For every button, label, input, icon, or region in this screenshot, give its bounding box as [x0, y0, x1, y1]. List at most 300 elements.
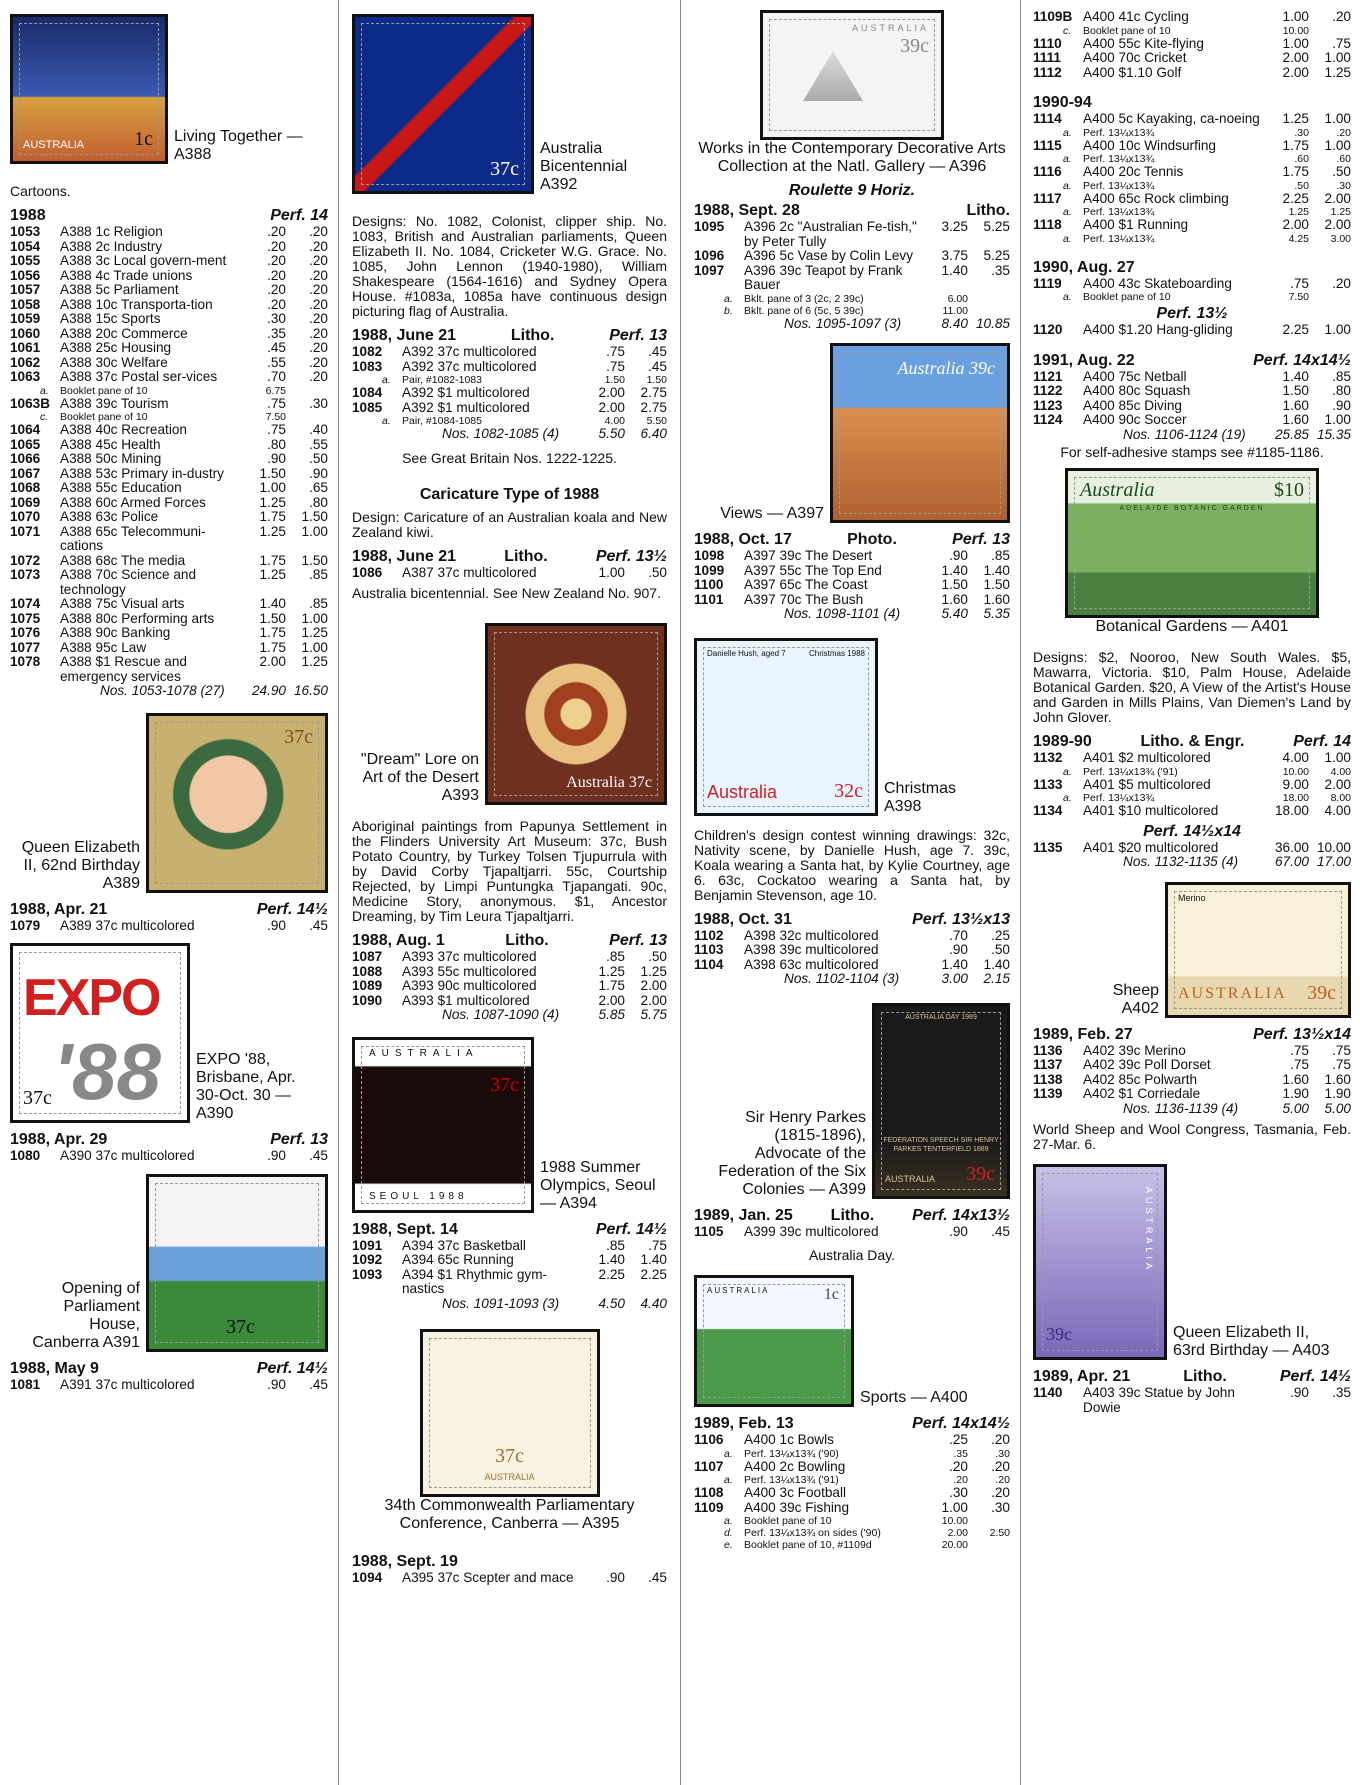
catalog-number: 1089: [352, 978, 383, 993]
description: Designs: $2, Nooroo, New South Wales. $5, Mawarra, Victoria. $10, Palm House, Adelaide Botanical Garden. $20, A View of the Artist's House and Garden in Mills Plains, Van Diemen's Land by John Glover.: [1033, 649, 1351, 725]
listing-row: [694, 1501, 1010, 1516]
listing-row: [10, 496, 328, 511]
price-used: .30: [1336, 179, 1351, 192]
price-unused: .45: [267, 340, 286, 355]
catalog-number: 1074: [10, 596, 41, 611]
listing-row: [694, 1486, 1010, 1501]
description: A400 65c Rock climbing: [1083, 190, 1229, 206]
perforation: Perf. 14x13½: [912, 1206, 1010, 1224]
figure-queen-63: [1033, 1164, 1351, 1360]
price-unused: 2.00: [1282, 217, 1309, 232]
figure-bicentennial: [352, 14, 667, 194]
description: A392 37c multicolored: [402, 358, 537, 374]
price-used: 2.15: [983, 971, 1010, 986]
listing-row: [694, 1460, 1010, 1475]
catalog-number: a.: [724, 292, 733, 305]
catalog-number: 1063: [10, 369, 41, 384]
price-used: 2.00: [1324, 217, 1351, 232]
price-unused: .20: [949, 1458, 968, 1474]
catalog-number: 1071: [10, 523, 41, 539]
price-used: .75: [648, 1237, 667, 1253]
description: A391 37c multicolored: [60, 1376, 195, 1392]
price-used: 1.40: [983, 956, 1010, 972]
description: A388 60c Armed Forces: [60, 494, 206, 510]
price-unused: 3.25: [941, 219, 968, 234]
catalog-number: 1118: [1033, 217, 1062, 232]
catalog-number: 1098: [694, 548, 725, 563]
catalog-number: 1138: [1033, 1071, 1063, 1087]
figure-caption: EXPO '88, Brisbane, Apr. 30-Oct. 30 — A390: [196, 1051, 296, 1122]
description: World Sheep and Wool Congress, Tasmania, Feb. 27-Mar. 6.: [1033, 1121, 1351, 1152]
catalog-number: 1090: [352, 992, 383, 1008]
listing-row: [1033, 10, 1351, 25]
perforation: Perf. 14x14½: [1253, 351, 1351, 369]
listing-table: [10, 225, 328, 385]
stamp-value: 37c: [23, 1087, 52, 1109]
listing-row: [1033, 323, 1351, 338]
stamp-image: [694, 1275, 854, 1407]
catalog-number: 1124: [1033, 412, 1063, 427]
issue-date: 1988, May 9: [10, 1359, 99, 1377]
column-3: [694, 10, 1010, 1782]
stamp-value: 37c: [490, 1073, 519, 1096]
price-unused: .20: [267, 267, 286, 283]
price-used: 4.00: [1330, 765, 1351, 778]
total-row: [352, 1297, 667, 1312]
description: Perf. 13¼x13¾ on sides ('90): [744, 1527, 881, 1539]
price-used: 1.25: [1330, 206, 1351, 218]
price-used: 1.25: [301, 654, 328, 669]
description: A400 39c Fishing: [744, 1499, 850, 1515]
stamp-value: 39c: [966, 1162, 995, 1185]
price-used: 5.25: [983, 248, 1010, 263]
price-unused: .90: [949, 548, 968, 563]
listing-row: [352, 994, 667, 1009]
listing-row: [10, 452, 328, 467]
catalog-number: 1061: [10, 340, 41, 355]
stamp-country: AUSTRALIA: [851, 23, 929, 33]
sub-listing-row: [1033, 291, 1351, 303]
stamp-artist: Danielle Hush, aged 7: [707, 648, 786, 658]
price-used: 1.00: [1324, 750, 1351, 765]
sub-listing-row: [1033, 180, 1351, 192]
description: Booklet pane of 10: [60, 384, 148, 397]
catalog-number: 1109: [694, 1499, 724, 1515]
price-used: 2.25: [640, 1266, 667, 1282]
catalog-number: 1103: [694, 942, 724, 957]
price-unused: 1.25: [259, 567, 286, 582]
issue-header: [694, 1415, 1010, 1433]
printing-method: Litho.: [1183, 1368, 1227, 1385]
figure-expo: [10, 943, 328, 1123]
note: Australia Day.: [808, 1247, 896, 1263]
perforation: Perf. 14½: [1279, 1368, 1351, 1385]
issue-header: [1033, 259, 1351, 277]
catalog-number: 1086: [352, 564, 383, 580]
description: A400 $1 Running: [1083, 217, 1189, 232]
price-unused: 1.00: [259, 480, 286, 495]
listing-row: [1033, 399, 1351, 414]
listing-row: [10, 298, 328, 313]
catalog-number: 1133: [1033, 776, 1063, 792]
issue-date: 1988, Apr. 21: [10, 900, 108, 918]
stamp-country: AUSTRALIA: [484, 1472, 535, 1482]
description: A400 80c Squash: [1083, 383, 1191, 398]
issue-date: 1988, June 21: [352, 547, 457, 565]
sub-listing-row: [694, 1515, 1010, 1527]
price-unused: .75: [1290, 1057, 1309, 1072]
price-used: 4.00: [1324, 803, 1351, 818]
stamp-value: 39c: [900, 35, 929, 57]
catalog-number: 1065: [10, 436, 41, 452]
price-unused: .75: [1290, 275, 1309, 291]
catalog-number: 1099: [694, 562, 725, 578]
description: A388 50c Mining: [60, 451, 162, 466]
price-used: 1.00: [1324, 111, 1351, 126]
description: A387 37c multicolored: [402, 564, 537, 580]
price-unused: 4.50: [598, 1295, 625, 1311]
price-used: .45: [309, 917, 328, 933]
issue-date: 1988, Aug. 1: [352, 932, 445, 949]
stamp-image: [694, 638, 878, 816]
price-unused: 1.60: [1282, 1071, 1309, 1087]
issue-date: 1988, Sept. 19: [352, 1553, 458, 1570]
description: A400 20c Tennis: [1083, 164, 1184, 179]
stamp-country: AUSTRALIA: [1178, 984, 1287, 1002]
description: A388 80c Performing arts: [60, 610, 215, 626]
perforation: Perf. 13: [270, 1131, 328, 1148]
price-unused: 1.75: [598, 978, 625, 993]
price-used: .20: [309, 354, 328, 370]
perforation: Perf. 13½x13: [912, 910, 1010, 928]
description: A388 30c Welfare: [60, 354, 168, 370]
listing-row: [10, 525, 328, 554]
listing-row: [694, 929, 1010, 944]
description: Booklet pane of 10: [744, 1515, 832, 1527]
description: Nos. 1095-1097 (3): [784, 315, 902, 331]
description: Nos. 1082-1085 (4): [442, 426, 560, 441]
listing-row: [1033, 413, 1351, 428]
description: A396 5c Vase by Colin Levy: [744, 248, 914, 263]
price-used: 15.35: [1316, 426, 1351, 442]
description: Bklt. pane of 3 (2c, 2 39c): [744, 292, 864, 305]
catalog-number: 1095: [694, 219, 725, 234]
stamp-country: AUSTRALIA: [23, 139, 85, 151]
price-used: .20: [1336, 126, 1351, 139]
price-unused: 5.50: [598, 426, 625, 441]
issue-header: [10, 901, 328, 919]
price-unused: 4.00: [604, 415, 625, 427]
price-unused: .35: [953, 1447, 968, 1460]
price-used: 5.50: [646, 415, 667, 427]
listing-row: [694, 249, 1010, 264]
listing-row: [1033, 804, 1351, 819]
catalog-number: 1072: [10, 552, 41, 568]
listing-row: [352, 1239, 667, 1254]
price-used: [968, 305, 1010, 317]
description: A394 65c Running: [402, 1252, 514, 1267]
stamp-country: AUSTRALIA: [369, 1047, 479, 1059]
catalog-number: 1058: [10, 296, 41, 312]
sub-listing-row: [1033, 766, 1351, 778]
description: Nos. 1098-1101 (4): [784, 606, 901, 621]
catalog-number: 1122: [1033, 383, 1063, 398]
description: A398 63c multicolored: [744, 956, 879, 972]
price-unused: .75: [267, 395, 286, 411]
description: A397 39c The Desert: [744, 548, 873, 563]
description: A402 85c Polwarth: [1083, 1071, 1198, 1087]
listing-row: [694, 220, 1010, 249]
price-unused: 1.50: [1282, 383, 1309, 398]
price-used: .50: [309, 451, 328, 466]
price-used: 1.40: [640, 1252, 667, 1267]
figure-views: [694, 343, 1010, 523]
price-unused: .20: [267, 253, 286, 268]
issue-date: 1990-94: [1033, 94, 1092, 111]
listing-row: [10, 269, 328, 284]
price-used: .20: [995, 1474, 1010, 1486]
total-row: [352, 427, 667, 442]
see-note: For self-adhesive stamps see #1185-1186.: [1060, 444, 1324, 460]
price-used: .50: [648, 949, 667, 964]
price-unused: 20.00: [941, 1539, 968, 1551]
catalog-number: 1059: [10, 311, 41, 326]
price-used: .20: [309, 224, 328, 239]
price-used: .20: [309, 238, 328, 254]
catalog-number: 1084: [352, 385, 383, 400]
price-used: .85: [309, 567, 328, 582]
description: A388 15c Sports: [60, 311, 161, 326]
price-used: .20: [991, 1485, 1010, 1500]
price-unused: 1.40: [259, 596, 286, 611]
description: Nos. 1053-1078 (27): [100, 683, 225, 698]
description: A394 37c Basketball: [402, 1237, 526, 1253]
description: A400 $1.10 Golf: [1083, 64, 1182, 80]
price-used: [1309, 291, 1351, 303]
price-unused: 1.40: [598, 1252, 625, 1267]
issue-date: 1988, Oct. 31: [694, 910, 792, 928]
description: A393 55c multicolored: [402, 963, 537, 979]
sub-listing-row: [1033, 233, 1351, 245]
price-unused: .20: [953, 1474, 968, 1486]
listing-row: [10, 240, 328, 255]
description: A398 32c multicolored: [744, 927, 879, 943]
price-used: .45: [648, 344, 667, 359]
price-used: .75: [1332, 35, 1351, 51]
price-used: .20: [309, 369, 328, 384]
listing-row: [694, 264, 1010, 293]
listing-row: [10, 568, 328, 597]
price-used: 1.50: [301, 509, 328, 524]
stamp-country: AUSTRALIA: [707, 1286, 770, 1295]
price-unused: .90: [949, 942, 968, 957]
stamp-image: [146, 713, 328, 893]
catalog-number: e.: [724, 1539, 733, 1551]
stamp-footer: SEOUL 1988: [369, 1190, 468, 1202]
price-unused: 2.00: [947, 1527, 968, 1539]
price-unused: 1.40: [941, 262, 968, 278]
price-unused: 1.00: [1282, 10, 1309, 24]
description: A388 1c Religion: [60, 224, 163, 239]
description: A396 2c "Australian Fe-tish," by Peter Tully: [744, 219, 917, 249]
description: A389 37c multicolored: [60, 917, 195, 933]
description: A400 70c Cricket: [1083, 50, 1187, 65]
stamp-country: Australia: [1080, 479, 1155, 501]
catalog-number: 1102: [694, 927, 724, 943]
price-unused: .85: [606, 1237, 625, 1253]
stamp-value: 32c: [834, 779, 863, 802]
issue-header: [10, 1131, 328, 1149]
price-used: .65: [309, 480, 328, 495]
catalog-number: a.: [724, 1447, 733, 1460]
price-used: .20: [309, 267, 328, 283]
description: A401 $2 multicolored: [1083, 750, 1211, 765]
catalog-number: [352, 1008, 402, 1023]
description: A388 2c Industry: [60, 238, 163, 254]
description: Nos. 1136-1139 (4): [1123, 1100, 1239, 1116]
price-used: .30: [309, 395, 328, 411]
catalog-number: 1107: [694, 1458, 724, 1474]
stamp-image: [760, 10, 944, 140]
price-unused: 4.00: [1282, 750, 1309, 765]
catalog-number: 1096: [694, 248, 725, 263]
catalog-number: a.: [1063, 179, 1072, 192]
listing-row: [352, 345, 667, 360]
price-used: 1.00: [301, 610, 328, 626]
price-used: 8.00: [1330, 792, 1351, 804]
issue-header: [1033, 94, 1351, 112]
figure-caption: Living Together — A388: [174, 128, 303, 163]
sub-listing-row: [1033, 25, 1351, 37]
price-unused: 6.75: [265, 384, 286, 397]
description: A388 75c Visual arts: [60, 596, 185, 611]
catalog-number: 1114: [1033, 111, 1062, 126]
listing-row: [694, 958, 1010, 973]
listing-row: [1033, 37, 1351, 52]
issue-date: 1988, Sept. 28: [694, 202, 800, 219]
price-used: .75: [1332, 1042, 1351, 1058]
listing-row: [10, 467, 328, 482]
description: Australia bicentennial. See New Zealand No. 907.: [352, 585, 661, 601]
printing-method: Litho.: [830, 1206, 875, 1224]
stamp-header: AUSTRALIA DAY 1989: [905, 1013, 977, 1021]
sub-listing-row: [694, 305, 1010, 317]
description: A400 2c Bowling: [744, 1458, 846, 1474]
printing-method: Photo.: [847, 531, 897, 548]
listing-row: [10, 612, 328, 627]
catalog-number: 1093: [352, 1266, 383, 1282]
catalog-number: 1069: [10, 494, 41, 510]
price-used: .80: [1332, 383, 1351, 398]
description: A388 40c Recreation: [60, 422, 187, 437]
stamp-value: 1c: [823, 1286, 839, 1303]
price-unused: .90: [949, 1223, 968, 1239]
listing-row: [10, 626, 328, 641]
figure-caption: 1988 Summer Olympics, Seoul — A394: [540, 1158, 656, 1212]
listing-row: [10, 597, 328, 612]
figure-caption: 34th Commonwealth Parliamentary Conference, Canberra — A395: [384, 1497, 635, 1532]
description: A396 39c Teapot by Frank Bauer: [744, 262, 903, 292]
catalog-number: a.: [382, 374, 391, 386]
listing-row: [10, 438, 328, 453]
description: A402 39c Merino: [1083, 1042, 1186, 1058]
description: Perf. 13¼x13¾: [1083, 153, 1155, 165]
price-used: .20: [309, 340, 328, 355]
listing-row: [1033, 1044, 1351, 1059]
catalog-number: a.: [724, 1474, 733, 1486]
catalog-number: 1068: [10, 480, 41, 495]
description: Perf. 13¼x13¾ ('91): [744, 1474, 839, 1486]
perforation: Perf. 13: [609, 327, 667, 344]
catalog-number: 1132: [1033, 750, 1063, 765]
price-used: .20: [1332, 10, 1351, 24]
column-1: [10, 10, 328, 1782]
listing-row: [1033, 139, 1351, 154]
catalog-number: 1134: [1033, 803, 1063, 818]
perforation: Perf. 14½: [595, 1220, 667, 1238]
catalog-number: a.: [40, 384, 49, 397]
catalog-number: 1064: [10, 422, 41, 437]
description: Nos. 1087-1090 (4): [442, 1007, 560, 1022]
price-used: 1.00: [1324, 412, 1351, 427]
description: A400 43c Skateboarding: [1083, 275, 1232, 291]
price-unused: 4.25: [1288, 232, 1309, 245]
listing-row: [694, 593, 1010, 608]
figure-olympics: [352, 1037, 667, 1213]
issue-header: [352, 932, 667, 950]
catalog-number: 1056: [10, 267, 41, 283]
price-used: 10.85: [975, 315, 1010, 331]
perforation: Perf. 13: [609, 932, 667, 949]
sub-listing-row: [10, 385, 328, 397]
total-row: [352, 1008, 667, 1023]
catalog-number: 1060: [10, 325, 41, 341]
price-used: .85: [309, 596, 328, 611]
price-unused: 1.50: [941, 577, 968, 592]
description: A399 39c multicolored: [744, 1223, 879, 1239]
price-unused: .75: [1290, 1042, 1309, 1058]
stamp-image: [420, 1329, 600, 1497]
catalog-number: [10, 684, 60, 699]
catalog-number: 1119: [1033, 275, 1062, 291]
catalog-number: [1033, 1102, 1083, 1117]
listing-row: [352, 360, 667, 375]
stamp-value: $10: [1274, 479, 1304, 501]
catalog-number: a.: [382, 415, 391, 427]
issue-header: [10, 207, 328, 225]
listing-row: [10, 423, 328, 438]
description: A388 25c Housing: [60, 340, 172, 355]
catalog-number: a.: [1063, 232, 1072, 245]
stamp-image: EXPO '88 37c: [10, 943, 190, 1123]
stamp-country: AUSTRALIA: [885, 1173, 936, 1184]
catalog-number: 1055: [10, 253, 41, 268]
price-unused: 2.00: [259, 654, 286, 669]
catalog-number: 1063B: [10, 395, 51, 411]
catalog-number: 1121: [1033, 368, 1063, 384]
catalog-number: [352, 1297, 402, 1312]
description: A388 53c Primary in-dustry: [60, 465, 224, 481]
price-unused: .90: [267, 451, 286, 466]
price-unused: 2.25: [598, 1266, 625, 1282]
listing-row: [10, 341, 328, 356]
catalog-number: 1070: [10, 509, 41, 524]
description: Perf. 13¼x13¾: [1083, 232, 1155, 245]
listing-row: [1033, 112, 1351, 127]
listing-row: [10, 397, 328, 412]
price-used: 2.00: [640, 978, 667, 993]
catalog-number: 1082: [352, 344, 383, 359]
